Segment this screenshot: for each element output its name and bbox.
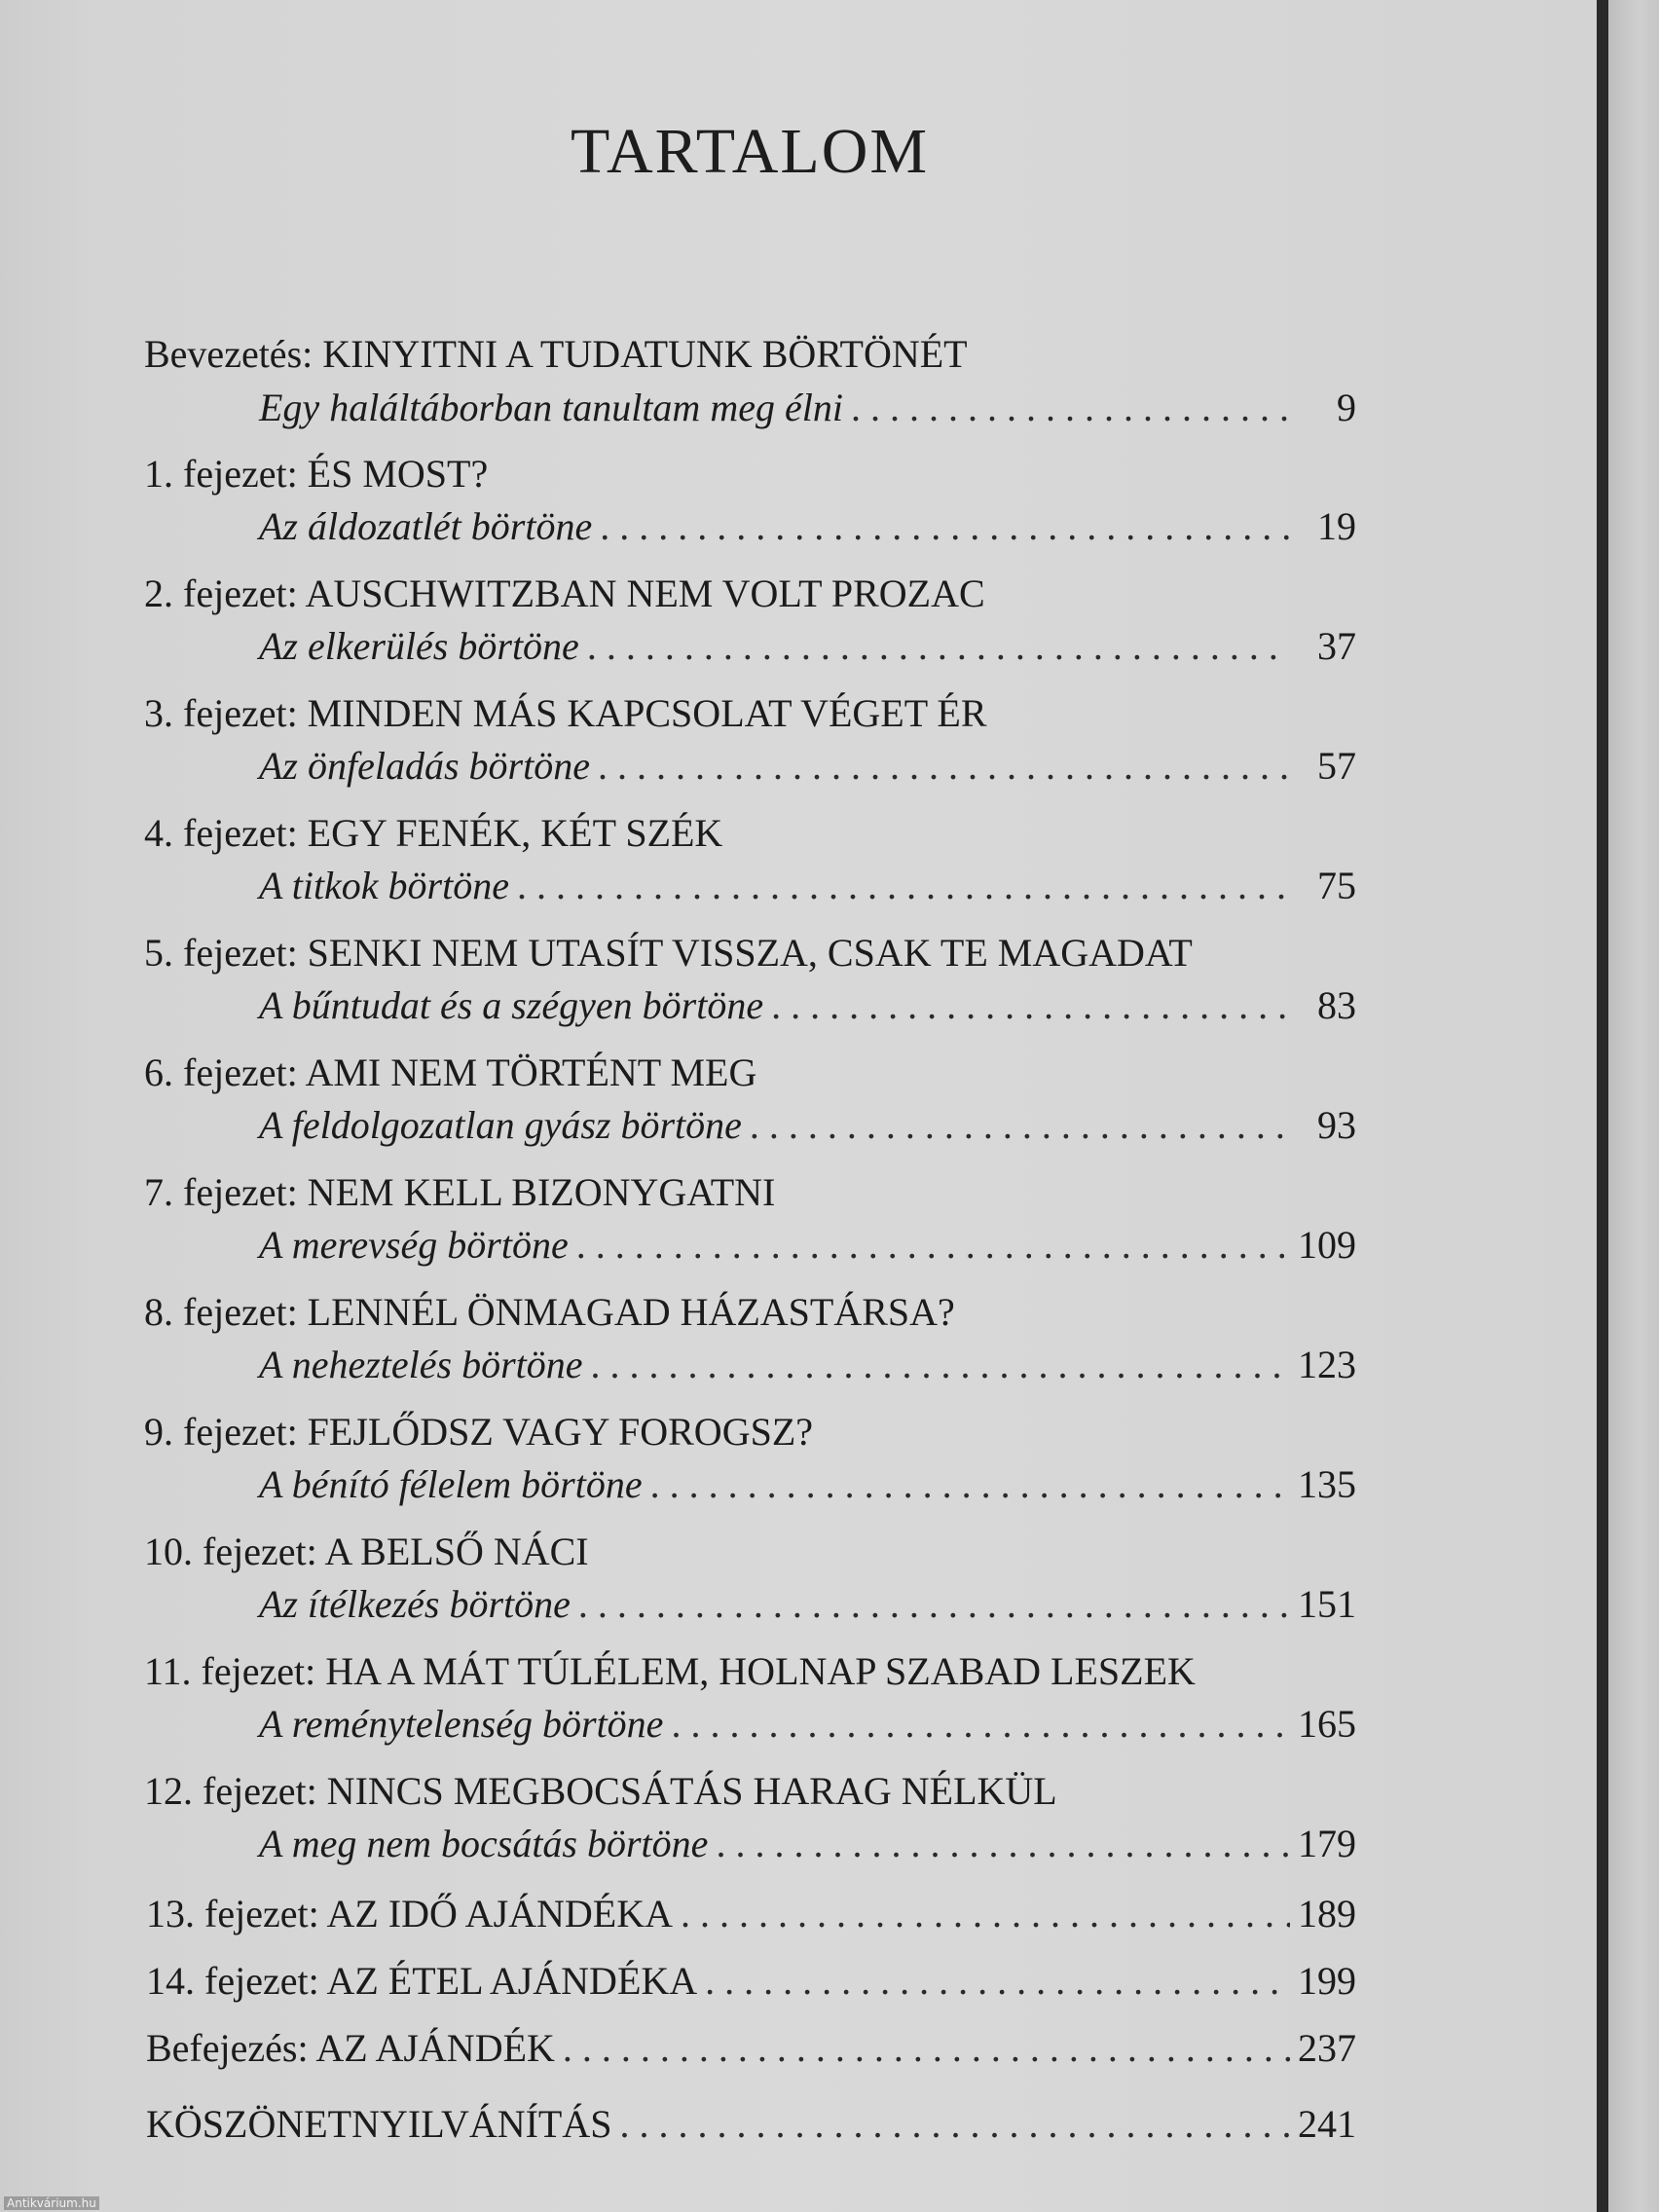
page-number: 109 (1298, 1223, 1356, 1267)
page-number: 93 (1317, 1103, 1356, 1147)
toc-subtitle: A neheztelés börtöne (259, 1343, 583, 1386)
toc-row (146, 2025, 1356, 2072)
toc-heading: 11. fejezet: HA A MÁT TÚLÉLEM, HOLNAP SZABAD LESZEK (144, 1649, 1196, 1693)
toc-subentry (259, 623, 1356, 670)
dot-leader (750, 1102, 1290, 1149)
toc-subentry (259, 1342, 1356, 1388)
dot-leader (576, 1222, 1290, 1269)
dot-leader (705, 1958, 1290, 2005)
toc-subentry (259, 1102, 1356, 1149)
toc-subtitle: A merevség börtöne (259, 1223, 569, 1267)
toc-subtitle: A bűntudat és a szégyen börtöne (259, 983, 764, 1027)
toc-subtitle: Az elkerülés börtöne (259, 624, 579, 668)
dot-leader (598, 743, 1290, 790)
toc-subtitle: Az önfeladás börtöne (259, 744, 590, 788)
dot-leader (771, 982, 1290, 1029)
dot-leader (587, 623, 1290, 670)
page-number: 189 (1298, 1892, 1356, 1936)
page-number: 83 (1317, 983, 1356, 1027)
toc-subentry (259, 863, 1356, 909)
toc-subtitle: A meg nem bocsátás börtöne (259, 1822, 709, 1865)
toc-label: Befejezés: AZ AJÁNDÉK (146, 2026, 555, 2070)
toc-row (146, 1958, 1356, 2005)
dot-leader (563, 2025, 1290, 2072)
dot-leader (681, 1891, 1290, 1937)
toc-subentry (259, 982, 1356, 1029)
watermark: Antikvárium.hu (4, 2196, 99, 2210)
toc-subtitle: A titkok börtöne (259, 864, 509, 907)
toc-subentry (259, 1821, 1356, 1867)
dot-leader (591, 1342, 1290, 1388)
toc-row (146, 2101, 1356, 2148)
toc-subtitle: Az áldozatlét börtöne (259, 504, 593, 548)
toc-label: 13. fejezet: AZ IDŐ AJÁNDÉKA (146, 1892, 673, 1936)
toc-heading: Bevezetés: KINYITNI A TUDATUNK BÖRTÖNÉT (144, 332, 968, 376)
dot-leader (620, 2101, 1291, 2148)
page-number: 75 (1317, 864, 1356, 907)
book-cover-edge (1597, 0, 1608, 2212)
page-number: 241 (1298, 2102, 1356, 2146)
page-number: 19 (1317, 504, 1356, 548)
toc-subentry (259, 1701, 1356, 1748)
toc-subentry (259, 1222, 1356, 1269)
page-number: 57 (1317, 744, 1356, 788)
toc-heading: 3. fejezet: MINDEN MÁS KAPCSOLAT VÉGET ÉR (144, 691, 987, 735)
dot-leader (600, 503, 1290, 550)
page-number: 151 (1298, 1582, 1356, 1626)
toc-heading: 4. fejezet: EGY FENÉK, KÉT SZÉK (144, 811, 723, 855)
toc-label: 14. fejezet: AZ ÉTEL AJÁNDÉKA (146, 1959, 698, 2003)
toc-subtitle: A bénító félelem börtöne (259, 1462, 643, 1506)
dot-leader (650, 1461, 1290, 1508)
toc-heading: 10. fejezet: A BELSŐ NÁCI (144, 1530, 589, 1573)
dot-leader (716, 1821, 1290, 1867)
dot-leader (671, 1701, 1290, 1748)
dot-leader (517, 863, 1290, 909)
page-number: 199 (1298, 1959, 1356, 2003)
toc-row (146, 1891, 1356, 1937)
toc-heading: 9. fejezet: FEJLŐDSZ VAGY FOROGSZ? (144, 1410, 814, 1454)
toc-subentry (259, 743, 1356, 790)
toc-subentry (259, 385, 1356, 431)
toc-heading: 6. fejezet: AMI NEM TÖRTÉNT MEG (144, 1051, 757, 1094)
page-number: 135 (1298, 1462, 1356, 1506)
toc-subentry (259, 1581, 1356, 1628)
toc-heading: 2. fejezet: AUSCHWITZBAN NEM VOLT PROZAC (144, 571, 985, 615)
toc-subtitle: Egy haláltáborban tanultam meg élni (259, 386, 843, 429)
page-number: 9 (1337, 386, 1356, 429)
background-surface (1608, 0, 1659, 2212)
toc-heading: 5. fejezet: SENKI NEM UTASÍT VISSZA, CSAK TE MAGADAT (144, 931, 1193, 975)
toc-subtitle: A feldolgozatlan gyász börtöne (259, 1103, 742, 1147)
toc-heading: 7. fejezet: NEM KELL BIZONYGATNI (144, 1170, 776, 1214)
page-number: 123 (1298, 1343, 1356, 1386)
toc-subentry (259, 503, 1356, 550)
toc-subentry (259, 1461, 1356, 1508)
page-title: TARTALOM (570, 116, 930, 187)
toc-label: KÖSZÖNETNYILVÁNÍTÁS (146, 2102, 612, 2146)
page-number: 165 (1298, 1702, 1356, 1746)
dot-leader (578, 1581, 1290, 1628)
dot-leader (851, 385, 1290, 431)
toc-heading: 12. fejezet: NINCS MEGBOCSÁTÁS HARAG NÉLKÜL (144, 1769, 1057, 1813)
toc-subtitle: Az ítélkezés börtöne (259, 1582, 571, 1626)
toc-subtitle: A reménytelenség börtöne (259, 1702, 664, 1746)
page-number: 179 (1298, 1822, 1356, 1865)
toc-heading: 1. fejezet: ÉS MOST? (144, 452, 489, 496)
page-number: 37 (1317, 624, 1356, 668)
toc-heading: 8. fejezet: LENNÉL ÖNMAGAD HÁZASTÁRSA? (144, 1290, 955, 1334)
page-number: 237 (1298, 2026, 1356, 2070)
